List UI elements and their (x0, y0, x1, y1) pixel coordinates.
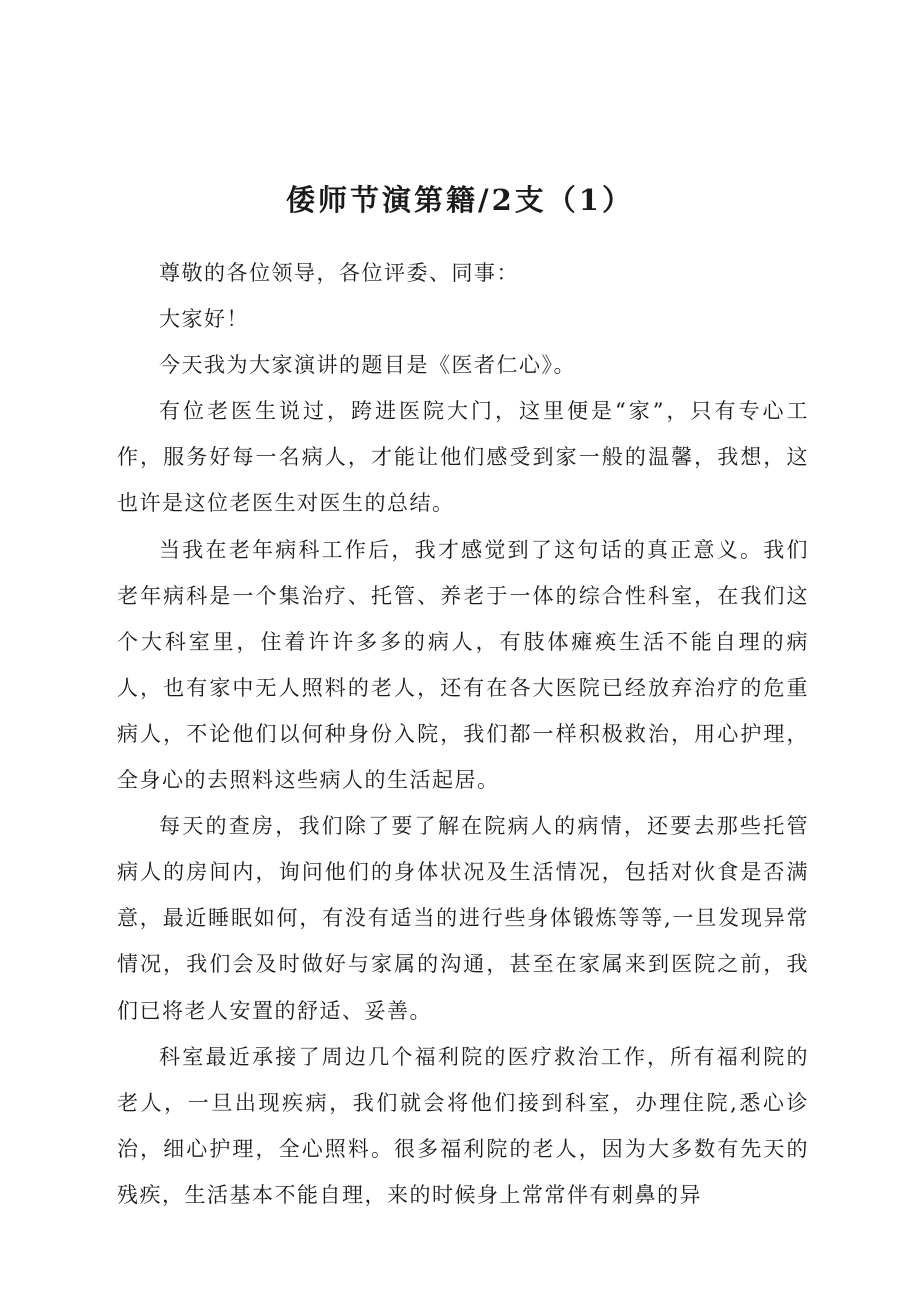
document-body (117, 250, 809, 1218)
paragraph-body: 每天的查房，我们除了要了解在院病人的病情，还要去那些托管病人的房间内，询问他们的身体状况及生活情况，包括对伙食是否满意，最近睡眠如何，有没有适当的进行些身体锻炼等等,一旦发现异常情况，我们会及时做好与家属的沟通，甚至在家属来到医院之前，我们已将老人安置的舒适、妥善。 (117, 814, 809, 1023)
document-title: 倭师节演第籍/2支（1） (286, 183, 634, 217)
paragraph-salutation: 尊敬的各位领导，各位评委、同事： (159, 261, 519, 285)
paragraph-topic: 今天我为大家演讲的题目是《医者仁心》。 (159, 353, 576, 378)
paragraph-body: 科室最近承接了周边几个福利院的医疗救治工作，所有福利院的老人，一旦出现疾病，我们就会将他们接到科室，办理住院,悉心诊治，细心护理，全心照料。很多福利院的老人，因为大多数有先天的残疾，生活基本不能自理，来的时候身上常常伴有刺鼻的异 (117, 1044, 809, 1207)
paragraph-greeting: 大家好！ (159, 307, 249, 332)
paragraph-body: 有位老医生说过，跨进医院大门，这里便是“家”，只有专心工作，服务好每一名病人，才能让他们感受到家一般的温馨，我想，这也许是这位老医生对医生的总结。 (117, 399, 809, 516)
paragraph-body: 当我在老年病科工作后，我才感觉到了这句话的真正意义。我们老年病科是一个集治疗、托管、养老于一体的综合性科室，在我们这个大科室里，住着许许多多的病人，有肢体瘫痪生活不能自理的病人，也有家中无人照料的老人，还有在各大医院已经放弃治疗的危重病人，不论他们以何种身份入院，我们都一样积极救治，用心护理，全身心的去照料这些病人的生活起居。 (117, 537, 809, 793)
